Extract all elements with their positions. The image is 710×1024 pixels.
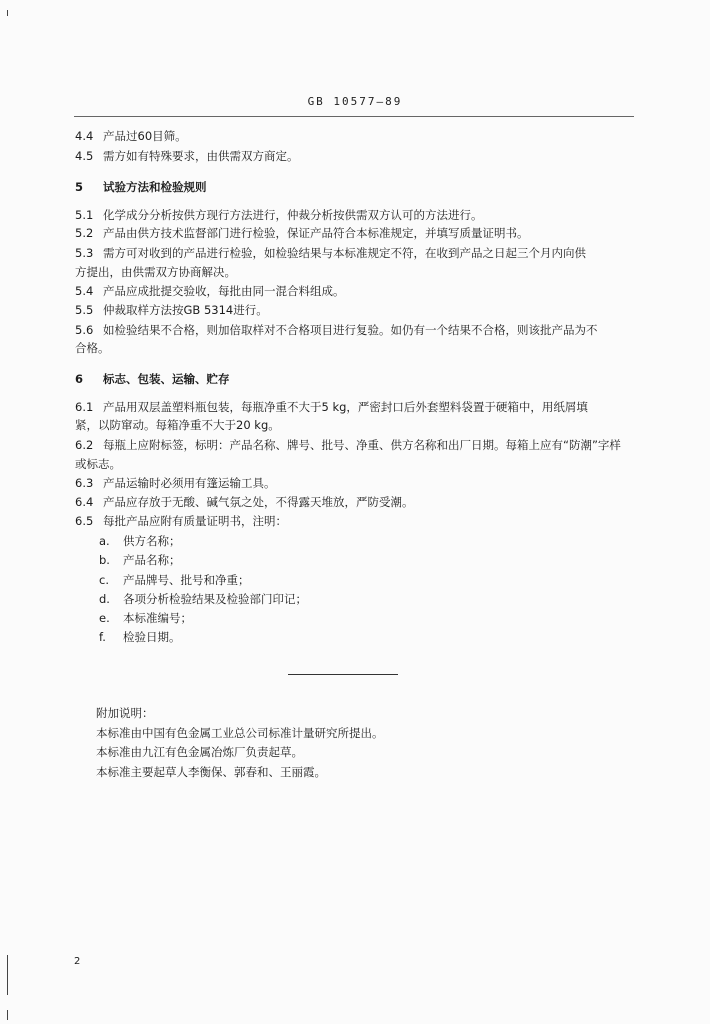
clause-6-5: [75, 514, 287, 528]
scan-margin-mark: [7, 1010, 8, 1020]
list-item: [99, 534, 181, 548]
clause-6-1-cont: [75, 418, 280, 432]
standard-number-header: GB 10577—89: [307, 95, 403, 108]
clause-text: 产品过60目筛。: [103, 129, 187, 143]
clause-text: 产品由供方技术监督部门进行检验，保证产品符合本标准规定，并填写质量证明书。: [103, 226, 529, 240]
list-item: [99, 553, 181, 567]
clause-5-6: [75, 323, 598, 337]
list-text: 检验日期。: [123, 630, 181, 644]
scan-margin-mark: [7, 955, 8, 995]
clause-number: 5.5: [75, 303, 94, 317]
clause-number: 4.5: [75, 149, 94, 163]
list-letter: b.: [99, 553, 110, 567]
list-letter: c.: [99, 573, 109, 587]
clause-text: 仲裁取样方法按GB 5314进行。: [103, 303, 268, 317]
clause-number: 4.4: [75, 129, 94, 143]
clause-4-5: [75, 149, 299, 163]
section-number: 5: [75, 180, 84, 194]
list-letter: f.: [99, 630, 106, 644]
list-item: [99, 630, 181, 644]
clause-5-6-cont: [75, 341, 110, 355]
clause-6-2-cont: [75, 457, 121, 471]
clause-number: 6.1: [75, 400, 94, 414]
clause-text: 需方可对收到的产品进行检验，如检验结果与本标准规定不符，在收到产品之日起三个月内向供: [103, 246, 586, 260]
clause-5-5: [75, 303, 268, 317]
page-number: 2: [74, 956, 81, 967]
list-text: 产品名称；: [123, 553, 181, 567]
list-item: [99, 573, 250, 587]
clause-text: 产品应存放于无酸、碱气氛之处，不得露天堆放，严防受潮。: [103, 495, 414, 509]
list-letter: e.: [99, 611, 110, 625]
clause-5-2: [75, 226, 529, 240]
clause-text: 产品应成批提交验收，每批由同一混合料组成。: [103, 284, 345, 298]
clause-text: 需方如有特殊要求，由供需双方商定。: [103, 149, 299, 163]
note-line: 本标准由中国有色金属工业总公司标准计量研究所提出。: [96, 726, 384, 740]
end-of-text-rule: [288, 674, 398, 675]
list-item: [99, 592, 307, 606]
clause-text: 合格。: [75, 341, 110, 355]
clause-number: 5.4: [75, 284, 94, 298]
clause-text: 每瓶上应附标签，标明：产品名称、牌号、批号、净重、供方名称和出厂日期。每箱上应有“防潮”字样: [103, 438, 621, 452]
clause-number: 5.6: [75, 323, 94, 337]
clause-text: 方提出，由供需双方协商解决。: [75, 265, 236, 279]
scan-margin-mark: [7, 10, 8, 16]
list-letter: a.: [99, 534, 110, 548]
clause-5-3: [75, 246, 586, 260]
clause-number: 6.4: [75, 495, 94, 509]
clause-text: 或标志。: [75, 457, 121, 471]
header-rule: [74, 116, 634, 117]
note-line: 本标准由九江有色金属冶炼厂负责起草。: [96, 745, 303, 759]
clause-text: 化学成分分析按供方现行方法进行，仲裁分析按供需双方认可的方法进行。: [103, 208, 483, 222]
note-line: 本标准主要起草人李衡保、郭春和、王丽霞。: [96, 765, 326, 779]
list-item: [99, 611, 192, 625]
clause-text: 产品用双层盖塑料瓶包装，每瓶净重不大于5 kg，严密封口后外套塑料袋置于硬箱中，用纸屑填: [103, 400, 588, 414]
clause-text: 如检验结果不合格，则加倍取样对不合格项目进行复验。如仍有一个结果不合格，则该批产品为不: [103, 323, 598, 337]
clause-number: 6.2: [75, 438, 94, 452]
section-title: 试验方法和检验规则: [103, 180, 207, 194]
clause-number: 5.2: [75, 226, 94, 240]
clause-5-3-cont: [75, 265, 236, 279]
section-title: 标志、包装、运输、贮存: [103, 372, 230, 386]
clause-number: 5.3: [75, 246, 94, 260]
list-text: 本标准编号；: [123, 611, 192, 625]
clause-5-1: [75, 208, 483, 222]
section-6-heading: [75, 372, 230, 386]
list-text: 供方名称；: [123, 534, 181, 548]
clause-text: 产品运输时必须用有篷运输工具。: [103, 476, 276, 490]
clause-number: 6.3: [75, 476, 94, 490]
list-text: 各项分析检验结果及检验部门印记；: [123, 592, 307, 606]
clause-6-1: [75, 400, 588, 414]
clause-5-4: [75, 284, 345, 298]
clause-text: 每批产品应附有质量证明书，注明：: [103, 514, 287, 528]
clause-6-2: [75, 438, 621, 452]
list-letter: d.: [99, 592, 110, 606]
clause-4-4: [75, 129, 187, 143]
clause-number: 6.5: [75, 514, 94, 528]
clause-text: 紧，以防窜动。每箱净重不大于20 kg。: [75, 418, 280, 432]
section-number: 6: [75, 372, 84, 386]
section-5-heading: [75, 180, 207, 194]
additional-notes-title: 附加说明：: [96, 706, 154, 720]
clause-6-3: [75, 476, 276, 490]
clause-number: 5.1: [75, 208, 94, 222]
list-text: 产品牌号、批号和净重；: [123, 573, 250, 587]
clause-6-4: [75, 495, 414, 509]
